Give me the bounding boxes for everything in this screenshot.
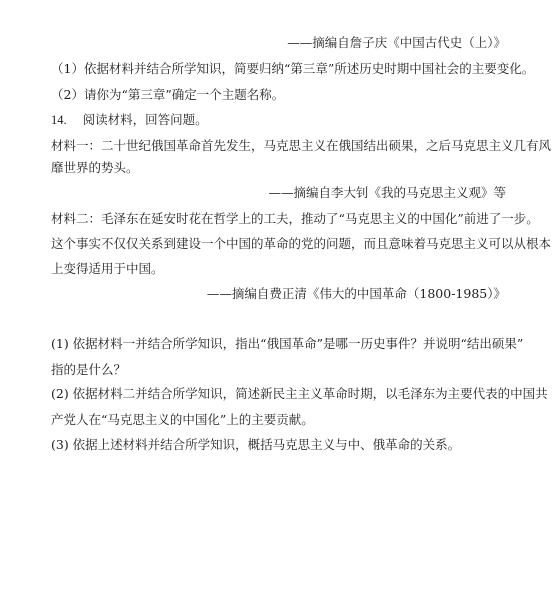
material-2-line-1: 材料二：毛泽东在延安时花在哲学上的工夫，推动了“马克思主义的中国化”前进了一步。 (51, 211, 539, 226)
sub-question-2-line-1: (2) 依据材料二并结合所学知识，简述新民主主义革命时期，以毛泽东为主要代表的中国共 (51, 386, 548, 401)
question-13-part-1: （1）依据材料并结合所学知识，简要归纳“第三章”所述历史时期中国社会的主要变化。 (51, 61, 535, 76)
question-14-header (51, 111, 208, 129)
sub-question-1-line-1: (1) 依据材料一并结合所学知识，指出“俄国革命”是哪一历史事件？并说明“结出硕果” (51, 336, 524, 351)
material-2-source: ——摘编自费正清《伟大的中国革命（1800-1985）》 (206, 286, 506, 301)
sub-question-2-line-2: 产党人在“马克思主义的中国化”上的主要贡献。 (51, 412, 314, 427)
material-1-source: ——摘编自李大钊《我的马克思主义观》等 (268, 185, 506, 200)
source-citation: ——摘编自詹子庆《中国古代史（上）》 (287, 35, 506, 50)
material-1-line-1: 材料一：二十世纪俄国革命首先发生，马克思主义在俄国结出硕果，之后马克思主义几有风 (51, 138, 552, 153)
question-13-part-2: （2）请你为“第三章”确定一个主题名称。 (51, 87, 285, 102)
sub-question-1-line-2: 指的是什么？ (51, 362, 127, 377)
material-2-line-2: 这个事实不仅仅关系到建设一个中国的革命的党的问题，而且意味着马克思主义可以从根本 (51, 236, 552, 251)
material-1-line-2: 靡世界的势头。 (51, 160, 139, 175)
question-prompt: 阅读材料，回答问题。 (82, 112, 208, 127)
question-number: 14. (51, 113, 67, 127)
sub-question-3: (3) 依据上述材料并结合所学知识，概括马克思主义与中、俄革命的关系。 (51, 437, 461, 452)
material-2-line-3: 上变得适用于中国。 (51, 261, 164, 276)
